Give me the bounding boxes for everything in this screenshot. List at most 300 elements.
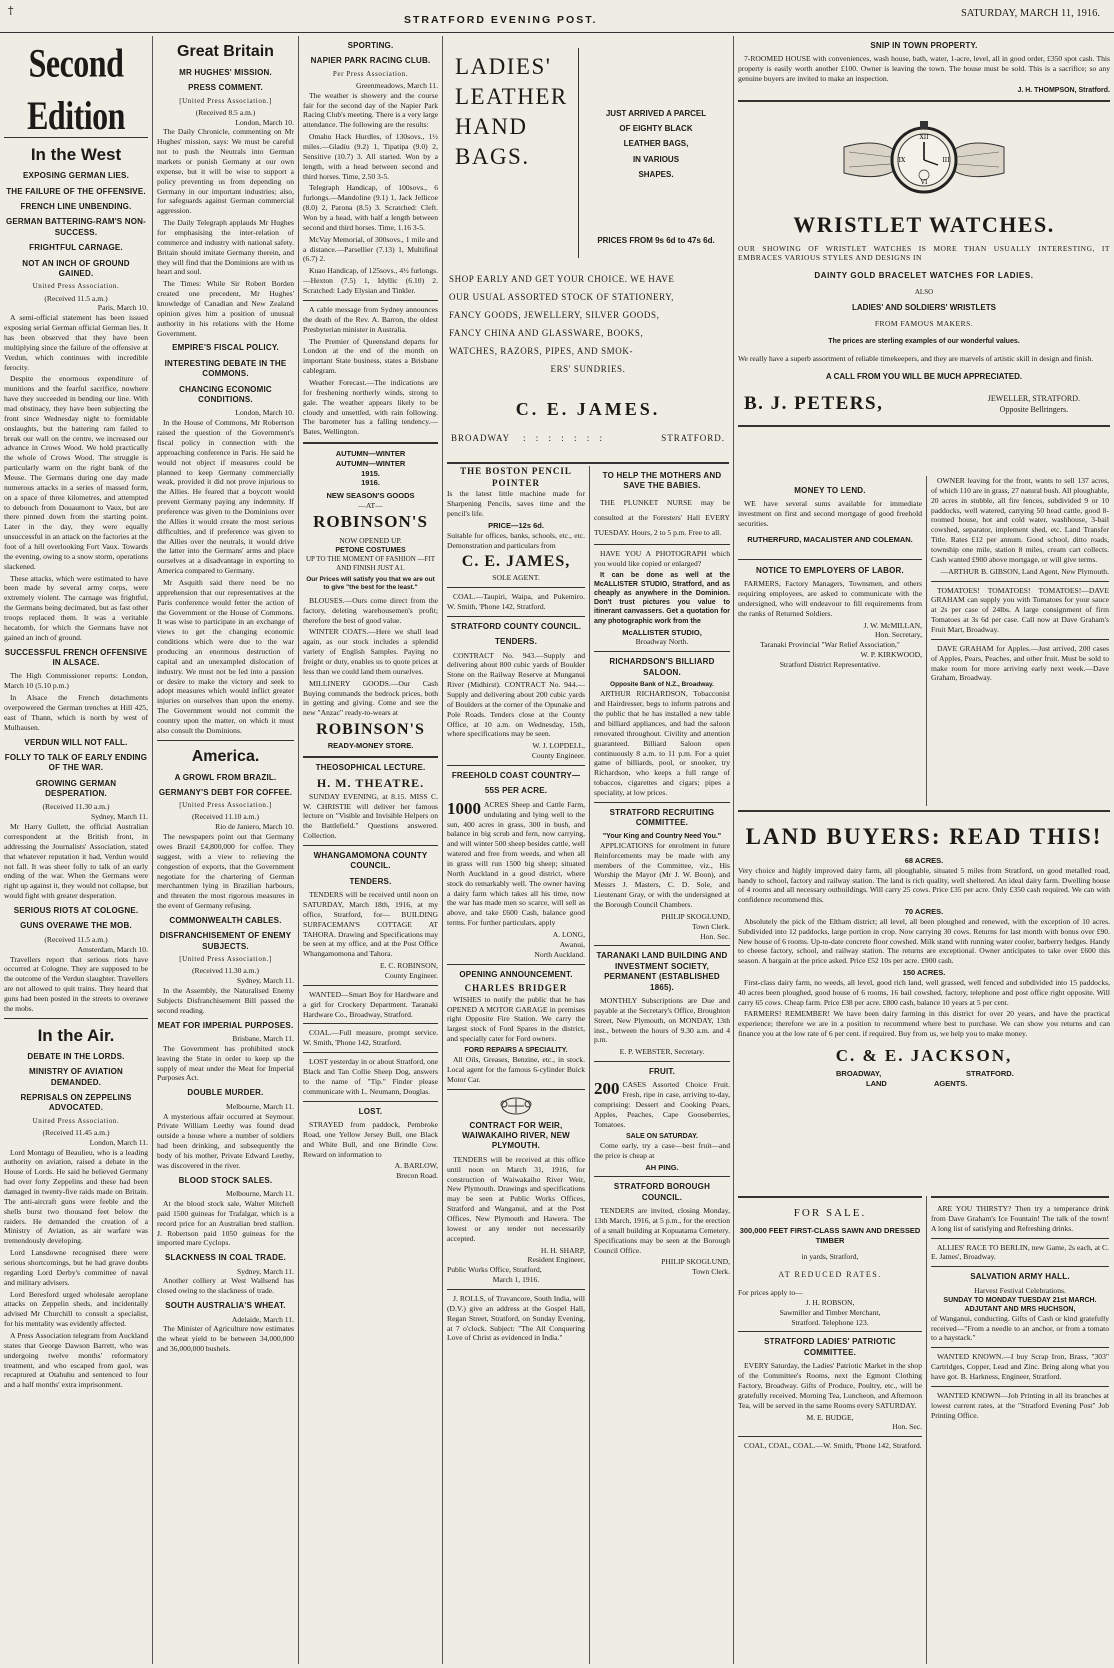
sole-agent: SOLE AGENT. (492, 573, 540, 583)
divider (594, 945, 730, 946)
dateline: Adelaide, March 11. (231, 1314, 294, 1324)
subhead: MEAT FOR IMPERIAL PURPOSES. (157, 1020, 294, 1030)
divider (931, 581, 1109, 582)
ad-line: A CALL FROM YOU WILL BE MUCH APPRECIATED. (825, 371, 1023, 381)
article-paragraph: Lord Lansdowne recognised there were serious shortcomings, but he had grave doubts regarding Lord Derby's committee of naval and military advisers. (4, 1248, 148, 1287)
article-paragraph: In the Assembly, the Naturalised Enemy Subjects Disfranchisement Bill passed the second reading. (157, 986, 294, 1015)
article-paragraph: A mysterious affair occurred at Seymour. Private William Leethy was found dead outside a house where a number of soldiers had been drinking, and subsequently the body of his mother, Private Edward Leethy, was discovered in the river. (157, 1111, 294, 1170)
parcel-box (587, 106, 725, 182)
ad-paragraph: ALLIES' RACE TO BERLIN, new Game, 2s each, at C. E. James', Broadway. (931, 1242, 1109, 1262)
ad-paragraph: HAVE YOU A PHOTOGRAPH which you would like copied or enlarged? (594, 549, 730, 569)
subhead: NOT AN INCH OF GROUND GAINED. (22, 258, 130, 279)
ad-paragraph: COAL.—Full measure, prompt service. W. Smith, 'Phone 142, Stratford. (303, 1028, 438, 1048)
subhead: SOUTH AUSTRALIA'S WHEAT. (165, 1301, 286, 1311)
column-britain-america (157, 36, 294, 1664)
column-rule (298, 36, 299, 1664)
ad-season-line: AUTUMN—WINTER (335, 458, 406, 468)
ad-paragraph: THE PLUNKET NURSE may be consulted at the Foresters' Hall EVERY TUESDAY. Hours, 2 to 5 p.m. Free to all. (594, 497, 730, 538)
ad-paragraph: LOST yesterday in or about Stratford, one Black and Tan Collie Sheep Dog, answers to the name of "Tip." Finder please communicate with L. Neumann, Douglas. (303, 1057, 438, 1096)
ad-paragraph: APPLICATIONS for enrolment in future Reinforcements may be made with any members of the Committee, viz., His Worship the Mayor (Mr J. W. Boon), and Messrs J. Masters, C. D. Sole, and Lieutenant Gray, or with the undersigned at the Borough Council Chambers. (594, 840, 730, 909)
divider (303, 756, 438, 758)
signature: H. H. SHARP, (540, 1245, 585, 1255)
divider (303, 985, 438, 986)
article-paragraph: The Government has prohibited stock leaving the State in order to keep up the supply of meat under the Meat for Imperial Purposes Act. (157, 1043, 294, 1083)
article-paragraph: Travellers report that serious riots have occurred at Cologne. They are supposed to be the outcome of the Verdun slaughter. Travellers are not allowed to quit trains. They heard that guns had been posted in the streets to overawe the mobs. (4, 954, 148, 1013)
section-headline: In the Air. (37, 1025, 115, 1045)
price-line: PRICE—12s 6d. (488, 520, 544, 530)
divider (303, 300, 438, 301)
dateline: London, March 10. (235, 408, 294, 418)
james-handbag-ad (447, 36, 729, 466)
ad-line: READY-MONEY STORE. (327, 740, 414, 750)
article-paragraph: The Daily Chronicle, commenting on Mr Hughes' mission, says: We must be careful not to push the Neutrals into German markets or punish Germany at our own expense, but it will be wise to support a policy preventing us from depending on Germany in our important industries; also, for safeguards against German commercial aggression. (157, 127, 294, 216)
signature: E. P. WEBSTER, Secretary. (619, 1047, 705, 1057)
dateline: Melbourne, March 11. (225, 1189, 294, 1199)
subhead: TENDERS. (494, 637, 538, 647)
ad-paragraph: COAL, COAL, COAL.—W. Smith, 'Phone 142, Stratford. (744, 1441, 922, 1451)
subhead: PRESS COMMENT. (188, 83, 263, 93)
column-notices (594, 466, 730, 1664)
signature: County Engineer. (531, 751, 585, 761)
subhead: MR HUGHES' MISSION. (179, 67, 272, 77)
column-rule (926, 1196, 927, 1664)
dateline: Sydney, March 11. (236, 1266, 294, 1276)
ad-line: LADIES' AND SOLDIERS' WRISTLETS (852, 302, 996, 312)
cases-figure: 200 (594, 1079, 620, 1099)
received-line: (Received 11.5 a.m.) (44, 934, 108, 944)
agency-line: United Press Association. (32, 1116, 120, 1125)
ad-paragraph: 7-ROOMED HOUSE with conveniences, wash house, bath, water, 1-acre, level, all in good order, £350 spot cash. This property is easily worth another £100. Owner is leaving the town. The house must be sold. This is a sacrifice; so any genuine buyers are invited to make an inspection. (738, 54, 1110, 84)
ad-paragraph (594, 1080, 730, 1129)
ad-new-season: NEW SEASON'S GOODS (326, 491, 415, 501)
signature: AH PING. (645, 1162, 679, 1172)
coat-of-arms-icon (496, 1094, 536, 1116)
paper-title: STRATFORD EVENING POST. (404, 14, 598, 26)
dateline: Brisbane, March 11. (232, 1033, 294, 1043)
land-buyers-title: LAND BUYERS: READ THIS! (745, 824, 1103, 849)
peters-name: B. J. PETERS, (744, 393, 884, 415)
signature: Hon. Secretary, (875, 630, 922, 640)
ad-paragraph: COAL.—Taupiri, Waipa, and Pukemiro. W. Smith, 'Phone 142, Stratford. (447, 592, 585, 611)
divider (738, 1436, 922, 1437)
ad-paragraph: We really have a superb assortment of reliable timekeepers, and they are marvels of artistic skill in design and finish. (738, 353, 1094, 363)
ad-paragraph: WINTER COATS.—Here we shall lead again, as our stock includes a splendid variety of English Samples. Paying no freight or duty, enables us to quote prices at less than we could land them ourselves. (303, 627, 438, 676)
jeweller-ad-block (738, 36, 1110, 476)
subhead: STRATFORD RECRUITING COMMITTEE. (609, 807, 715, 828)
shop-line: SHOP EARLY AND GET YOUR CHOICE. WE HAVE (449, 274, 675, 284)
studio-address: Broadway North. (635, 637, 689, 647)
divider (303, 1052, 438, 1053)
dateline: Rio de Janiero, March 10. (215, 822, 294, 832)
subhead: RICHARDSON'S BILLIARD SALOON. (609, 657, 715, 677)
wristlet-title: WRISTLET WATCHES. (793, 212, 1055, 238)
ad-paragraph: J. ROLLS, of Travancore, South India, will (D.V.) give an address at the Gospel Hall, Regan Street, Stratford, on Sunday Evening, at 7 o'clock. Subject: "The All Conquering Love of Christ as evidenced in India." (447, 1293, 585, 1343)
ad-paragraph: All Oils, Greases, Benzine, etc., in stock. Local agent for the famous 6-cylinder Buick Motor Car. (447, 1055, 585, 1084)
ad-line: FROM FAMOUS MAKERS. (874, 319, 974, 329)
divider (303, 1023, 438, 1024)
article-paragraph: Kuao Handicap, of 125sovs., 4½ furlongs.—Hexton (7.5) 1, Idyllic (6.10) 2. Scratched: Lady Elysian and Tinkler. (303, 266, 438, 296)
signature: W. J. LOPDELL, (532, 741, 585, 751)
ad-title-line: BAGS. (455, 143, 530, 169)
ad-paragraph: WANTED KNOWN—Job Printing in all its branches at lowest current rates, at the "Stratford Evening Post" Job Printing Office. (931, 1390, 1109, 1420)
agency-line: [United Press Association.] (179, 955, 272, 964)
ad-paragraph: CONTRACT No. 943.—Supply and delivering about 800 cubic yards of Boulder Stone on the Railway Reserve at Munganui River (Midhirst). CONTRACT No. 944.—Supply and delivering about 200 cubic yards of Boulders at the corner of the Opunake and Pole Roads. Tenders close at the County Office, at 10 a.m. on Wednesday, 15th, where specifications may be seen. (447, 650, 585, 739)
article-paragraph: Despite the enormous expenditure of munitions and the fearful sacrifice, nowhere have they succeeded in bending our line. With mad obstinacy, they have been subjecting the front since Wednesday night to formidable onslaughts, but the battering ram failed to break our wall on the centre, we increased our advance in Crows Wood. We hold practically the whole of Crows Wood. The struggle is particularly warm on the right bank of the Meuse. The Germans during one day made numerous attacks in a series of massed form, on a space of three kilometres, and attempted to debouch from Douaumont to Vaux, but are there pinned down from the starting point. Later in the day, they were equally unsuccessful in an attack on the factories at the foot of a hill overlooking Fort Vaux. Towards the evening, owing to a snow storm, operations slackened. (4, 374, 148, 571)
ad-season-line: 1915. (361, 468, 380, 478)
shop-line: FANCY GOODS, JEWELLERY, SILVER GOODS, (449, 310, 660, 320)
ad-line: FORD REPAIRS A SPECIALITY. (464, 1046, 568, 1054)
acreage-head: 70 ACRES. (904, 907, 944, 917)
ad-line: ADJUTANT AND MRS HUCHSON, (964, 1305, 1076, 1313)
ad-paragraph: OUR SHOWING OF WRISTLET WATCHES IS MORE THAN USUALLY INTERESTING, IT EMBRACES VARIOUS STYLES AND DESIGNS IN (738, 243, 1110, 263)
subhead: CHANCING ECONOMIC CONDITIONS. (179, 384, 272, 404)
dateline: Sydney, March 11. (90, 812, 148, 822)
ad-line: "Your King and Country Need You." (602, 832, 722, 840)
subhead: 55S PER ACRE. (484, 786, 548, 796)
divider (594, 802, 730, 803)
dateline: Melbourne, March 11. (225, 1101, 294, 1111)
ad-paragraph: BLOUSES.—Ours come direct from the factory, deleting warehousemen's profit; therefore the best of good value. (303, 595, 438, 625)
svg-text:VI: VI (920, 179, 928, 187)
acreage-head: 150 ACRES. (902, 968, 946, 978)
column-business-ads (447, 466, 585, 1664)
ad-paragraph: WISHES to notify the public that he has OPENED A MOTOR GARAGE in premises right Opposite Fire Station. We carry the largest stock of Ford Spares in the district, and specially cater for Ford owners. (447, 994, 585, 1044)
received-line: (Received 11.30 a.m.) (42, 802, 110, 812)
subhead: THE FAILURE OF THE OFFENSIVE. (6, 186, 146, 196)
article-paragraph: The High Commissioner reports: London, March 10 (5.10 p.m.) (4, 671, 148, 691)
ad-title-line: HAND (455, 113, 528, 139)
article-paragraph: In the House of Commons, Mr Robertson raised the question of the Government's fiscal policy in connection with the approaching conference in Paris. He said he would not object if measures could be planned to keep Germany commercially weak, provided it did not prove injurious to the Allies. He feared that a boycott would prevent Germany paying any indemnity. If preference was given to the Dominions over the Allies it would create the most serious difficulties, and if preference was given to the Allies over the neutrals, it would drive the latter into the Germans' arms and place ourselves at a disadvantage in exporting to America compared to Germany. (157, 418, 294, 576)
article-paragraph: The Minister of Agriculture now estimates the wheat yield to be between 34,000,000 and 36,000,000 bushels. (157, 1324, 294, 1354)
ad-title-line: LADIES' (455, 54, 552, 79)
signature: A. LONG, (552, 929, 585, 939)
divider (447, 1289, 585, 1290)
broadway-label: BROADWAY (451, 433, 511, 443)
issue-date: SATURDAY, MARCH 11, 1916. (960, 8, 1100, 19)
ad-paragraph: of Wanganui, conducting. Gifts of Cash or kind gratefully received—"From a needle to an anchor, or from a tomato to a haystack." (931, 1313, 1109, 1343)
subhead: REPRISALS ON ZEPPELINS ADVOCATED. (20, 1092, 132, 1113)
subhead: SERIOUS RIOTS AT COLOGNE. (13, 906, 139, 916)
divider (303, 442, 438, 444)
parcel-line: OF EIGHTY BLACK (619, 124, 693, 134)
signature: Town Clerk. (692, 921, 730, 931)
divider (931, 1266, 1109, 1267)
robinsons-logo: ROBINSON'S (316, 721, 425, 739)
shop-line: ERS' SUNDRIES. (550, 364, 626, 374)
ad-line: Opposite Bank of N.Z., Broadway. (610, 681, 714, 689)
divider (303, 845, 438, 846)
ad-line: PETONE COSTUMES (335, 546, 406, 554)
subhead: CONTRACT FOR WEIR, WAIWAKAIHO RIVER, NEW PLYMOUTH. (462, 1120, 570, 1151)
ad-paragraph: First-class dairy farm, no weeds, all level, good rich land, well grassed, well fenced and subdivided into 15 paddocks, 40 acres been ploughed, good house of 6 rooms, 16 bail cowshed, factory, telephone and post office right opposite. Will carry 65 cows. Cheap farm. Price £38 per acre. £800 cash, balance 10 years at 5 per cent. (738, 977, 1110, 1007)
column-rule (926, 476, 927, 806)
price-range: PRICES FROM 9s 6d to 47s 6d. (597, 236, 715, 245)
theatre-title: H. M. THEATRE. (316, 776, 425, 791)
column-farm-fruit (931, 476, 1109, 806)
signature: Taranaki Provincial "War Relief Association," (760, 640, 900, 650)
signature: W. P. KIRKWOOD, (860, 650, 922, 660)
address-line: BROADWAY, (836, 1069, 882, 1079)
subhead: SALVATION ARMY HALL. (970, 1272, 1070, 1282)
address-line: JEWELLER, STRATFORD. (987, 394, 1080, 404)
subhead: GUNS OVERAWE THE MOB. (20, 921, 132, 931)
divider (447, 765, 585, 766)
divider (447, 1089, 585, 1090)
subhead: EMPIRE'S FISCAL POLICY. (172, 343, 279, 353)
subhead: FOLLY TO TALK OF EARLY ENDING OF THE WAR. (4, 752, 148, 773)
article-paragraph: A cable message from Sydney announces the death of the Rev. A. Barron, the oldest Presbyterian minister in Australia. (303, 304, 438, 334)
subhead: DEBATE IN THE LORDS. (27, 1051, 125, 1061)
received-line: (Received 11.45 a.m.) (42, 1127, 110, 1137)
signature: Public Works Office, Stratford, (447, 1265, 542, 1275)
signature: Awanui, (559, 939, 585, 949)
bridger-name: CHARLES BRIDGER (464, 982, 568, 993)
subhead: STRATFORD LADIES' PATRIOTIC COMMITTEE. (764, 1337, 896, 1357)
ad-line: NOW OPENED UP. (339, 535, 402, 545)
masthead (0, 0, 1114, 30)
ad-line: Harvest Festival Celebrations. (974, 1285, 1066, 1295)
agency-line: [United Press Association.] (179, 96, 272, 105)
ad-line: Our Prices will satisfy you that we are out to give "the best for the least." (306, 575, 435, 592)
column-war-news-west (4, 36, 148, 1664)
ad-title-line: LEATHER (455, 83, 568, 109)
ad-line: AT REDUCED RATES. (778, 1269, 882, 1279)
signature: Hon. Sec. (700, 931, 730, 941)
shop-line: FANCY CHINA AND GLASSWARE, BOOKS, (449, 328, 644, 338)
divider (447, 616, 585, 617)
subhead: SUCCESSFUL FRENCH OFFENSIVE IN ALSACE. (4, 647, 148, 667)
ad-season-line: AUTUMN—WINTER (335, 449, 406, 459)
ad-line: SUNDAY TO MONDAY TUESDAY 21st MARCH. (943, 1296, 1097, 1304)
ad-paragraph: SUNDAY EVENING, at 8.15. MISS C. W. CHRISTIE will deliver her famous lecture on "Visible and Invisible Helpers on the Battlefield." Questions answered. Collection. (303, 791, 438, 841)
subhead: FREEHOLD COAST COUNTRY— (451, 771, 581, 781)
signature: RUTHERFURD, MACALISTER AND COLEMAN. (747, 534, 913, 544)
received-line: (Received 11.30 a.m.) (192, 966, 259, 976)
subhead: TARANAKI LAND BUILDING AND INVESTMENT SOCIETY, PERMANENT (ESTABLISHED 1865). (596, 951, 728, 992)
edition-banner: Second Edition (27, 40, 125, 138)
article-paragraph: These attacks, which were estimated to have been made by several army corps, were extremely violent. The carnage was frightful, the Germans being decimated, but as fast other troops replaced them. It was a veritable hecatomb, for which the Germans have not gained an inch of ground. (4, 573, 148, 642)
ad-paragraph: Absolutely the pick of the Eltham district; all level, all been ploughed and renewed, with the exception of 10 acres. Subdivided into 12 paddocks, large portion in crop. Now carrying 30 cows. Returns for last month with bonus over £90. New house of 6 rooms. Up-to-date concrete floor cowshed. Milk stand with running water cooler, barberry hedges. Handy to cheese factory, school, and railway station. The returns are exceptional. Owner anticipates to take over £600 this season. A bargain at the price asked. Price £52 10s per acre. £900 cash. (738, 916, 1110, 966)
ad-paragraph: TENDERS will be received at this office until noon on March 31, 1916, for construction of Waiwakaiho River Weir, New Plymouth. Drawings and specifications may be seen at Public Works Offices, Stratford and Wanganui, and at the Post Offices, New Plymouth and Hawera. The lowest or any tender not necessarily accepted. (447, 1154, 585, 1243)
article-paragraph: Mr Asquith said there need be no apprehension that our representatives at the Paris conference would fetter the action of the Government or the House of Commons. It was wise to participate in an exchange of views to get the changing economic conditions which were due to the war producing an enormous destruction of capital and an unexampled dislocation of industry. We must not be led into a passion or desire to make the victory and seek to adopt measures which would inflict greater injuries on ourselves than upon the enemy. The Government would not commit the country upon the matter, on which it must also consult the Dominions. (157, 578, 294, 735)
ad-line: 300,000 FEET FIRST-CLASS SAWN AND DRESSED TIMBER (739, 1226, 921, 1246)
divider (931, 1347, 1109, 1348)
divider (447, 964, 585, 965)
signature: E. C. ROBINSON, (379, 961, 438, 971)
received-line: (Received 11.5 a.m.) (44, 293, 108, 303)
jackson-address (738, 1067, 1110, 1091)
article-paragraph: Omahu Hack Hurdles, of 130sovs., 1½ miles.—Gladiu (9.2) 1, Tipatipa (9.0) 2, Sensitive (10.7) 3. All started. Won by a length, with a head between second and third horses. Time, 2.50 3-5. (303, 132, 438, 181)
shop-line: OUR USUAL ASSORTED STOCK OF STATIONERY, (449, 292, 675, 302)
parcel-line: LEATHER BAGS, (623, 139, 689, 149)
dateline: Amsterdam, March 10. (77, 944, 148, 954)
ad-paragraph: TENDERS will be received until noon on SATURDAY, March 18th, 1916, at my office, Stratford, for— BUILDING SURFACEMAN'S COTTAGE AT TAHORA. Drawing and Specifications may be seen at my office, and at the Post Office Whangamomona and Tahora. (303, 890, 438, 959)
robinsons-logo: ROBINSON'S (313, 511, 428, 531)
address-line: AGENTS. (934, 1079, 968, 1089)
dateline: London, March 10. (235, 117, 294, 127)
ad-paragraph: TENDERS are invited, closing Monday, 13th March, 1916, at 5 p.m., for the erection of a small building at Kopuatama Cemetery. Specifications may be seen at the Borough Council Office. (594, 1206, 730, 1255)
article-paragraph: At the blood stock sale, Walter Mitchell paid 1500 guineas for Trafalgar, which is a record price for an Australian bred stallion. J. Robertson paid 1050 guineas for the imported mare Cyclops. (157, 1198, 294, 1248)
subhead: BLOOD STOCK SALES. (178, 1175, 273, 1185)
subhead: SPORTING. (347, 41, 394, 50)
subhead: WHANGAMOMONA COUNTY COUNCIL. (313, 850, 428, 871)
svg-text:III: III (942, 157, 950, 165)
stratford-label: STRATFORD. (661, 433, 725, 443)
divider (157, 740, 294, 741)
ad-line: ALSO (914, 287, 934, 296)
shop-line: WATCHES, RAZORS, PIPES, AND SMOK- (449, 346, 634, 356)
article-paragraph: The Premier of Queensland departs for London at the end of the month on important State business, states a Brisbane cablegram. (303, 336, 438, 376)
shop-early-text (449, 270, 727, 378)
divider (4, 1018, 148, 1019)
address-line: LAND (866, 1079, 887, 1089)
subhead: FRUIT. (648, 1067, 676, 1077)
dateline: London, March 11. (89, 1137, 148, 1147)
signature: Sawmiller and Timber Merchant, (779, 1307, 881, 1317)
subhead: VERDUN WILL NOT FALL. (24, 737, 128, 747)
divider (594, 1176, 730, 1177)
subhead: COMMONWEALTH CABLES. (169, 916, 282, 926)
signature: Resident Engineer, (527, 1255, 585, 1265)
divider (738, 559, 922, 560)
column-small-ads (931, 1196, 1109, 1664)
james-name: C. E. JAMES, (461, 553, 571, 571)
dateline: Sydney, March 11. (236, 976, 294, 986)
ad-at: —AT— (358, 500, 383, 510)
article-paragraph: A semi-official statement has been issued exposing serial German official German lies. It has been observed that they have been multiplying since the failure of the offensive at Verdun, which continues with incredible ferocity. (4, 313, 148, 372)
article-paragraph: Weather Forecast.—The indications are for freshening northerly winds, strong to gale. The weather appears likely to be cloudy and unsettled, with rain following. The barometer has a falling tendency.—Bates, Wellington. (303, 377, 438, 437)
wristlet-watch-icon (839, 107, 1009, 207)
subhead: THEOSOPHICAL LECTURE. (315, 762, 426, 772)
signature: J. H. THOMPSON, Stratford. (1017, 86, 1110, 94)
article-paragraph: McVay Memorial, of 300sovs., 1 mile and a distance.—Parsellier (7.13) 1, Multifinal (6.7) 2. (303, 234, 438, 264)
subhead: OPENING ANNOUNCEMENT. (459, 969, 573, 979)
ad-paragraph: It can be done as well at the McALLISTER STUDIO, Stratford, and as cheaply as anywhere in the Dominion. Don't trust pictures you value to itinerant canvassers. Get a quotation for any photographic work from the (594, 572, 730, 625)
signature: A. BARLOW, (394, 1161, 438, 1171)
article-paragraph: The Times: While Sir Robert Borden created one precedent, Mr Hughes' knowledge of Canadian and New Zealand opinion gives him a position of unusual authority in his relations with the Home Government. (157, 279, 294, 338)
subhead: FRENCH LINE UNBENDING. (20, 202, 132, 212)
subhead: EXPOSING GERMAN LIES. (23, 171, 129, 181)
fruit-text: CASES Assorted Choice Fruit. Fresh, ripe in case, arriving to-day, comprising: Dessert and Cooking Pears, Apples, Peaches, Cape Gooseberries, Tomatoes. (594, 1080, 730, 1129)
article-paragraph: Mr Harry Gullett, the official Australian correspondent at the British front, in addressing the Journalists' Association, stated that whatever reputation it had, Verdun would not fall. It was sheer folly to talk of an early ending of the war. When the Germans were right up against it, they would not collapse, but would fight with greater desperation. (4, 822, 148, 901)
separator-dots: : : : : : : : (523, 433, 607, 443)
subhead: SLACKNESS IN COAL TRADE. (164, 1253, 287, 1263)
ad-paragraph: TOMATOES! TOMATOES! TOMATOES!—DAVE GRAHAM can supply you with Tomatoes for your sauce at 2s per case of 24lbs. A large consignment of firm Tomatoes at 3s 6d per case. Call now at Dave Graham's Fruit Mart, Broadway. (931, 585, 1109, 635)
column-sporting-ads (303, 36, 438, 1664)
divider (738, 1331, 922, 1332)
subhead: FRIGHTFUL CARNAGE. (29, 243, 123, 253)
ad-line: in yards, Stratford, (801, 1251, 859, 1261)
column-rule (152, 36, 153, 1664)
column-money-employers (738, 476, 922, 806)
signature: M. E. BUDGE, (806, 1412, 854, 1422)
subhead: MONEY TO LEND. (794, 486, 866, 495)
ad-paragraph: MONTHLY Subscriptions are Due and payable at the Secretary's Office, Broughton Street, New Plymouth, on MONDAY, 13th inst., between the hours of 9.30 a.m. and 4 p.m. (594, 995, 730, 1045)
subhead: MINISTRY OF AVIATION DEMANDED. (28, 1067, 124, 1087)
divider (303, 1101, 438, 1102)
ad-paragraph: STRAYED from paddock, Pembroke Road, one Yellow Jersey Bull, one Black and White Bull, and one Brindle Cow. Reward on information to (303, 1119, 438, 1159)
parcel-line: JUST ARRIVED A PARCEL (605, 109, 707, 118)
agency-line: [United Press Association.] (179, 801, 272, 810)
signature: Town Clerk. (692, 1267, 730, 1277)
agency-line: United Press Association. (32, 282, 120, 291)
subhead: TO HELP THE MOTHERS AND SAVE THE BABIES. (602, 471, 722, 491)
ad-paragraph: Suitable for offices, banks, schools, etc., etc. Demonstration and particulars from (447, 530, 585, 550)
section-headline: Great Britain (177, 43, 274, 60)
svg-text:IX: IX (898, 157, 906, 165)
signature: PHILIP SKOGLUND, (661, 1257, 730, 1267)
boston-title: POINTER (491, 477, 540, 488)
divider (447, 587, 585, 588)
ad-paragraph: ARTHUR RICHARDSON, Tobacconist and Hairdresser, begs to inform patrons and the public that he has installed a new table and billiard appliances, and had the saloon renovated throughout. Civility and attention guaranteed. Billiard Saloon open continuously 8 a.m. to 11 p.m. For a quiet game of billiards, pool, or snooker, try Richardson, who keeps a full range of tobaccos, cigarettes and cigars; pipes a speciality, at low prices. (594, 689, 730, 798)
ad-line: UP TO THE MOMENT OF FASHION —FIT AND FINISH JUST A1. (306, 554, 435, 572)
title-box (449, 48, 579, 258)
subhead: NOTICE TO EMPLOYERS OF LABOR. (756, 565, 904, 575)
ad-line: For prices apply to— (738, 1288, 803, 1298)
boston-title: THE BOSTON PENCIL (460, 466, 572, 476)
divider (931, 1386, 1109, 1387)
article-paragraph: The Daily Telegraph applauds Mr Hughes for emphasising the inter-relation of commerce and industry with national safety. Britain should imitate Germany therein, and they will find that the Dominions are with us heart and soul. (157, 218, 294, 277)
article-paragraph: The newspapers point out that Germany owes Brazil £4,800,000 for coffee. They suggest, with a view to relieving the congestion of exports, that the Government negotiate for the chartering of German merchantmen lying in Brazilian harbours, and threaten the most rigorous measures in the event of Germany refusing. (157, 832, 294, 911)
signature: Stratford District Representative. (779, 659, 881, 669)
signature: North Auckland. (534, 949, 585, 959)
signature: —ARTHUR B. GIBSON, Land Agent, New Plymouth. (940, 566, 1109, 576)
divider (738, 100, 1110, 102)
article-paragraph: Lord Beresford urged wholesale aeroplane attacks on Zeppelin sheds, and incidentally advised Mr Churchill to consult a specialist, for his mentality was evidently affected. (4, 1289, 148, 1329)
article-paragraph: Telegraph Handicap, of 100sovs., 6 furlongs.—Mandoline (9.1) 1, Jack Jellicoe (8.0) 2, Parona (8.5) 3. Scratched: Cleft. Won by a head, with half a length between second and third horses. Time, 1.16 3-5. (303, 183, 438, 232)
masthead-rule (0, 32, 1114, 33)
acres-text: ACRES Sheep and Cattle Farm, undulating and lying well to the sun, 400 acres in grass, 300 in bush, and balance in big scrub and fern, now carrying, and will winter 500 sheep besides cattle, well watered and free from weeds, and when all in grass will run 1500 big sheep; situated North Auckland in a good district, where stock do remarkably well. The owner having a dairy farm which takes all his time, now the war has made men so scarce, will sell as above, and take £600 Cash, balance good terms. For further particulars, apply (447, 799, 585, 928)
dateline: Greenmeadows, March 11. (356, 80, 438, 90)
signature: Stratford. Telephone 123. (791, 1317, 869, 1327)
article-paragraph: A Press Association telegram from Auckland states that George Dawson Barrett, who was undergoing twelve months' reformatory treatment, and who escaped from gaol, was recaptured at Otahuhu and sentenced to four and a half months' extra imprisonment. (4, 1331, 148, 1390)
jackson-name: C. & E. JACKSON, (835, 1046, 1013, 1066)
peters-signature (738, 390, 1110, 420)
for-sale-title: FOR SALE. (793, 1207, 867, 1219)
signature: PHILIP SKOGLUND, (661, 911, 730, 921)
dateline: Paris, March 10. (97, 303, 148, 313)
james-name: C. E. JAMES. (515, 399, 661, 419)
ad-paragraph: MILLINERY GOODS.—Our Cash Buying commands the bedrock prices, both in getting and giving. Come and see the new "Anzac" ready-to-wears at (303, 678, 438, 718)
divider (594, 651, 730, 652)
acres-figure: 1000 (447, 798, 481, 818)
section-headline: In the West (30, 145, 122, 165)
subhead: STRATFORD COUNTY COUNCIL. (450, 621, 582, 631)
section-headline: America. (191, 747, 260, 765)
agency-line: Per Press Association. (332, 69, 409, 78)
subhead: STRATFORD BOROUGH COUNCIL. (613, 1182, 711, 1202)
subhead: GERMANY'S DEBT FOR COFFEE. (158, 787, 293, 797)
subhead: DISFRANCHISEMENT OF ENEMY SUBJECTS. (159, 931, 292, 951)
signature: Hon. Sec. (892, 1422, 922, 1432)
divider (594, 1061, 730, 1062)
address-line: STRATFORD. (966, 1069, 1014, 1079)
ad-line: SALE ON SATURDAY. (626, 1132, 698, 1140)
subhead: GROWING GERMAN DESPERATION. (35, 778, 117, 799)
article-paragraph: Another colliery at West Wallsend has closed owing to the slackness of trade. (157, 1276, 294, 1296)
divider (447, 462, 729, 464)
parcel-line: SHAPES. (638, 169, 674, 179)
signature: J. W. McMILLAN, (863, 620, 922, 630)
ad-paragraph: DAVE GRAHAM for Apples.—Just arrived, 200 cases of Apples, Pears, Peaches, and other fruit. Must be sold to make room for more arriving early next week.—Dave Graham, Broadway. (931, 643, 1109, 683)
subhead: NAPIER PARK RACING CLUB. (310, 56, 431, 66)
column-rule (589, 466, 590, 1664)
land-buyers-ad (738, 810, 1110, 1190)
subhead: SNIP IN TOWN PROPERTY. (870, 41, 978, 50)
column-rule (733, 36, 734, 1664)
ad-paragraph (447, 800, 585, 928)
column-rule (442, 36, 443, 1664)
